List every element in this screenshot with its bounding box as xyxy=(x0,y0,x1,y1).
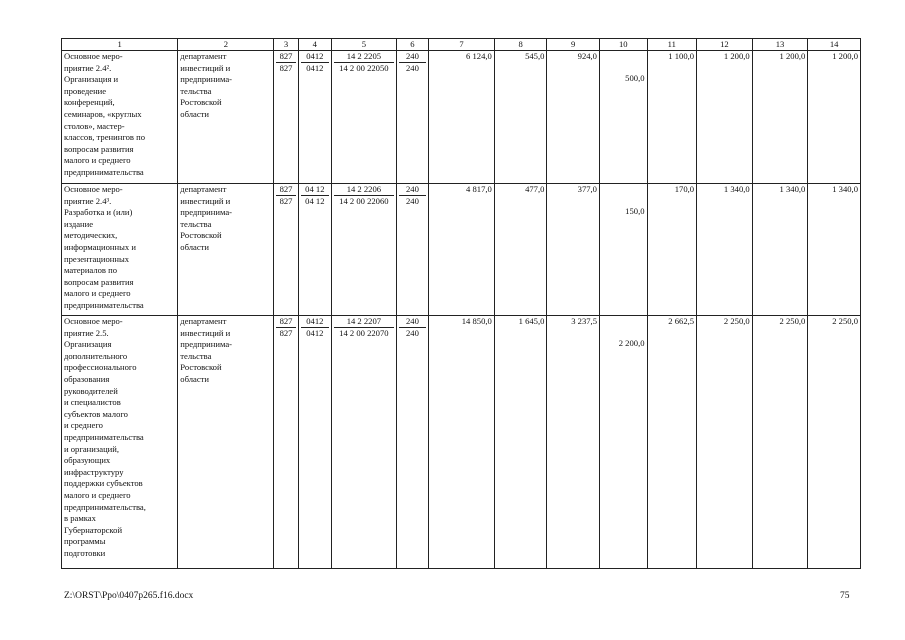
activity-name-text: Основное меро- приятие 2.4². Организация и проведение конференций, семинаров, «круглых столов», мастер- классов, тренингов по вопросам развития малого и среднего предпринимательства xyxy=(64,51,146,177)
vr-cell xyxy=(396,184,428,316)
year-value: 1 340,0 xyxy=(752,184,808,316)
rzpr-value: 0412 xyxy=(306,51,324,61)
grbs-value: 827 xyxy=(276,62,295,74)
year-value: 1 200,0 xyxy=(697,51,753,184)
rzpr-value: 0412 xyxy=(301,62,329,74)
csr-value: 14 2 2207 xyxy=(346,316,382,326)
year-value: 2 250,0 xyxy=(752,316,808,569)
csr-cell xyxy=(332,51,397,184)
column-header: 10 xyxy=(599,39,647,51)
column-header: 8 xyxy=(494,39,547,51)
column-header: 1 xyxy=(62,39,178,51)
activity-name xyxy=(62,184,178,316)
year-value: 1 200,0 xyxy=(808,51,861,184)
total-value: 4 817,0 xyxy=(429,184,495,316)
vr-value: 240 xyxy=(405,51,419,61)
activity-name xyxy=(62,316,178,569)
grbs-cell xyxy=(274,184,298,316)
year-value-cell xyxy=(599,51,647,184)
grbs-cell xyxy=(274,51,298,184)
executor-text: департамент инвестиций и предпринима- тельства Ростовской области xyxy=(180,184,233,252)
column-header: 11 xyxy=(647,39,697,51)
csr-cell xyxy=(332,316,397,569)
csr-value: 14 2 2206 xyxy=(346,184,382,194)
activity-name-text: Основное меро- приятие 2.5. Организация дополнительного профессионального образования руководителей и специалистов субъектов малого и среднего предпринимательства и организаций, образующих инфраструктуру поддержки субъектов малого и среднего предпринимательства, в рамках Губернаторской программы подготовки xyxy=(64,316,146,558)
rzpr-value: 04 12 xyxy=(305,184,325,194)
csr-value: 14 2 00 22070 xyxy=(334,327,394,339)
grbs-value: 827 xyxy=(276,327,295,339)
year-value: 477,0 xyxy=(494,184,547,316)
year-value: 2 200,0 xyxy=(618,338,645,348)
year-value-cell xyxy=(599,184,647,316)
grbs-value: 827 xyxy=(279,184,293,194)
table-row xyxy=(62,184,861,316)
vr-value: 240 xyxy=(399,62,426,74)
rzpr-value: 0412 xyxy=(301,327,329,339)
year-value: 545,0 xyxy=(494,51,547,184)
activity-name xyxy=(62,51,178,184)
grbs-value: 827 xyxy=(276,195,295,207)
year-value: 1 200,0 xyxy=(752,51,808,184)
grbs-cell xyxy=(274,316,298,569)
page-number: 75 xyxy=(840,591,850,601)
executor-cell xyxy=(178,184,274,316)
year-value: 377,0 xyxy=(547,184,600,316)
year-value: 150,0 xyxy=(625,206,645,216)
executor-text: департамент инвестиций и предпринима- тельства Ростовской области xyxy=(180,51,233,119)
table-row xyxy=(62,51,861,184)
year-value: 3 237,5 xyxy=(547,316,600,569)
year-value: 2 250,0 xyxy=(697,316,753,569)
grbs-value: 827 xyxy=(279,51,293,61)
vr-value: 240 xyxy=(399,195,426,207)
column-header: 7 xyxy=(429,39,495,51)
vr-value: 240 xyxy=(405,316,419,326)
table-row xyxy=(62,316,861,569)
rzpr-cell xyxy=(298,51,331,184)
rzpr-cell xyxy=(298,184,331,316)
csr-value: 14 2 00 22060 xyxy=(334,195,394,207)
year-value: 1 340,0 xyxy=(697,184,753,316)
executor-cell xyxy=(178,51,274,184)
year-value: 2 662,5 xyxy=(647,316,697,569)
year-value: 1 340,0 xyxy=(808,184,861,316)
csr-value: 14 2 00 22050 xyxy=(334,62,394,74)
year-value: 1 100,0 xyxy=(647,51,697,184)
file-path: Z:\ORST\Ppo\0407p265.f16.docx xyxy=(64,591,194,601)
csr-value: 14 2 2205 xyxy=(346,51,382,61)
year-value: 170,0 xyxy=(647,184,697,316)
total-value: 14 850,0 xyxy=(429,316,495,569)
rzpr-value: 04 12 xyxy=(301,195,329,207)
column-header: 9 xyxy=(547,39,600,51)
column-header: 5 xyxy=(332,39,397,51)
column-header: 13 xyxy=(752,39,808,51)
year-value: 924,0 xyxy=(547,51,600,184)
column-header: 4 xyxy=(298,39,331,51)
year-value: 2 250,0 xyxy=(808,316,861,569)
grbs-value: 827 xyxy=(279,316,293,326)
column-header: 6 xyxy=(396,39,428,51)
year-value: 1 645,0 xyxy=(494,316,547,569)
column-numbers-row xyxy=(62,39,861,51)
executor-text: департамент инвестиций и предпринима- тельства Ростовской области xyxy=(180,316,233,384)
vr-value: 240 xyxy=(399,327,426,339)
budget-table xyxy=(61,38,861,569)
year-value-cell xyxy=(599,316,647,569)
column-header: 2 xyxy=(178,39,274,51)
total-value: 6 124,0 xyxy=(429,51,495,184)
rzpr-value: 0412 xyxy=(306,316,324,326)
vr-cell xyxy=(396,51,428,184)
year-value: 500,0 xyxy=(625,73,645,83)
vr-cell xyxy=(396,316,428,569)
activity-name-text: Основное меро- приятие 2.4³. Разработка и (или) издание методических, информационных и презентационных материалов по вопросам развития малого и среднего предпринимательства xyxy=(64,184,144,310)
rzpr-cell xyxy=(298,316,331,569)
csr-cell xyxy=(332,184,397,316)
vr-value: 240 xyxy=(405,184,419,194)
column-header: 14 xyxy=(808,39,861,51)
column-header: 12 xyxy=(697,39,753,51)
column-header: 3 xyxy=(274,39,298,51)
executor-cell xyxy=(178,316,274,569)
